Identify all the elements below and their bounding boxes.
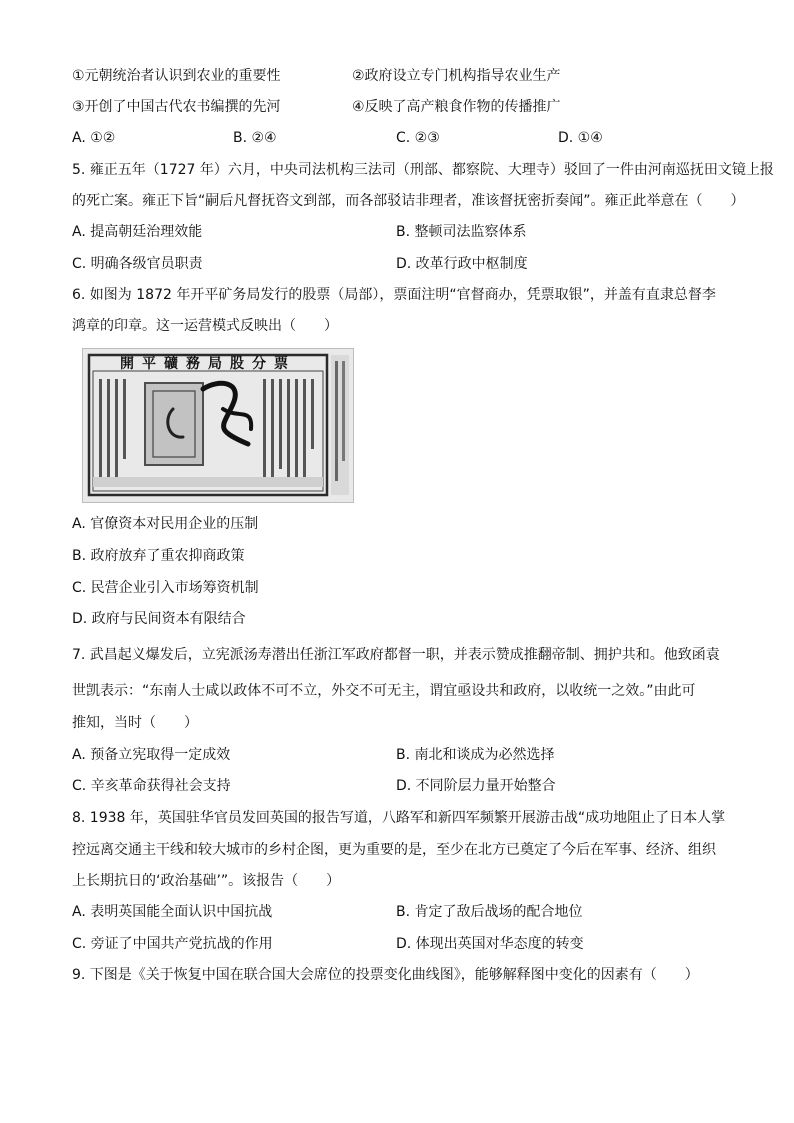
q9-stem-line-1: 9. 下图是《关于恢复中国在联合国大会席位的投票变化曲线图》，能够解释图中变化的因素有（ ） [72, 967, 699, 983]
q5-choice-b[interactable]: B. 整顿司法监察体系 [396, 224, 527, 240]
q6-choice-d[interactable]: D. 政府与民间资本有限结合 [72, 611, 246, 627]
q8-stem-line-2: 控远离交通主干线和较大城市的乡村企图，更为重要的是，至少在北方已奠定了今后在军事、经济、组织 [72, 842, 716, 858]
certificate-title: 開平礦務局股分票 [120, 356, 296, 372]
q8-stem-line-3: 上长期抗日的‘政治基础’”。该报告（ ） [72, 873, 341, 889]
q4-choice-c[interactable]: C. ②③ [396, 130, 440, 146]
q6-choice-c[interactable]: C. 民营企业引入市场筹资机制 [72, 580, 259, 596]
q5-stem-line-2: 的死亡案。雍正下旨“嗣后凡督抚咨文到部，而各部驳诘非理者，准该督抚密折奏闻”。雍正此举意在（ ） [72, 193, 745, 209]
q4-choice-d[interactable]: D. ①④ [558, 130, 603, 146]
q5-choice-c[interactable]: C. 明确各级官员职责 [72, 256, 203, 272]
stock-certificate-image [82, 348, 354, 503]
q4-choice-a[interactable]: A. ①② [72, 130, 116, 146]
q6-stem-line-2: 鸿章的印章。这一运营模式反映出（ ） [72, 318, 338, 334]
q7-choice-c[interactable]: C. 辛亥革命获得社会支持 [72, 778, 231, 794]
q4-choice-b[interactable]: B. ②④ [233, 130, 277, 146]
q7-choice-a[interactable]: A. 预备立宪取得一定成效 [72, 747, 231, 763]
q4-statement-2: ②政府设立专门机构指导农业生产 [352, 68, 561, 84]
q5-choice-a[interactable]: A. 提高朝廷治理效能 [72, 224, 203, 240]
q8-choice-b[interactable]: B. 肯定了敌后战场的配合地位 [396, 904, 583, 920]
q6-stem-line-1: 6. 如图为 1872 年开平矿务局发行的股票（局部），票面注明“官督商办，凭票取银”，并盖有直隶总督李 [72, 287, 716, 303]
q7-choice-d[interactable]: D. 不同阶层力量开始整合 [396, 778, 556, 794]
stock-certificate-drawing [83, 349, 353, 502]
q6-choice-b[interactable]: B. 政府放弃了重农抑商政策 [72, 548, 245, 564]
q7-choice-b[interactable]: B. 南北和谈成为必然选择 [396, 747, 555, 763]
q7-stem-line-1: 7. 武昌起义爆发后，立宪派汤寿潜出任浙江军政府都督一职，并表示赞成推翻帝制、拥护共和。他致函袁 [72, 647, 720, 663]
q5-choice-d[interactable]: D. 改革行政中枢制度 [396, 256, 528, 272]
q6-choice-a[interactable]: A. 官僚资本对民用企业的压制 [72, 516, 259, 532]
q8-stem-line-1: 8. 1938 年，英国驻华官员发回英国的报告写道，八路军和新四军频繁开展游击战“成功地阻止了日本人掌 [72, 810, 726, 826]
q4-statement-1: ①元朝统治者认识到农业的重要性 [72, 68, 281, 84]
q4-statement-4: ④反映了高产粮食作物的传播推广 [352, 99, 561, 115]
q5-stem-line-1: 5. 雍正五年（1727 年）六月，中央司法机构三法司（刑部、都察院、大理寺）驳回了一件由河南巡抚田文镜上报 [72, 162, 774, 178]
q8-choice-a[interactable]: A. 表明英国能全面认识中国抗战 [72, 904, 273, 920]
q8-choice-c[interactable]: C. 旁证了中国共产党抗战的作用 [72, 936, 273, 952]
q7-stem-line-2: 世凯表示：“东南人士咸以政体不可不立，外交不可无主，谓宜亟设共和政府，以收统一之效。”由此可 [72, 683, 696, 699]
q8-choice-d[interactable]: D. 体现出英国对华态度的转变 [396, 936, 584, 952]
q7-stem-line-3: 推知，当时（ ） [72, 715, 198, 731]
q4-statement-3: ③开创了中国古代农书编撰的先河 [72, 99, 281, 115]
